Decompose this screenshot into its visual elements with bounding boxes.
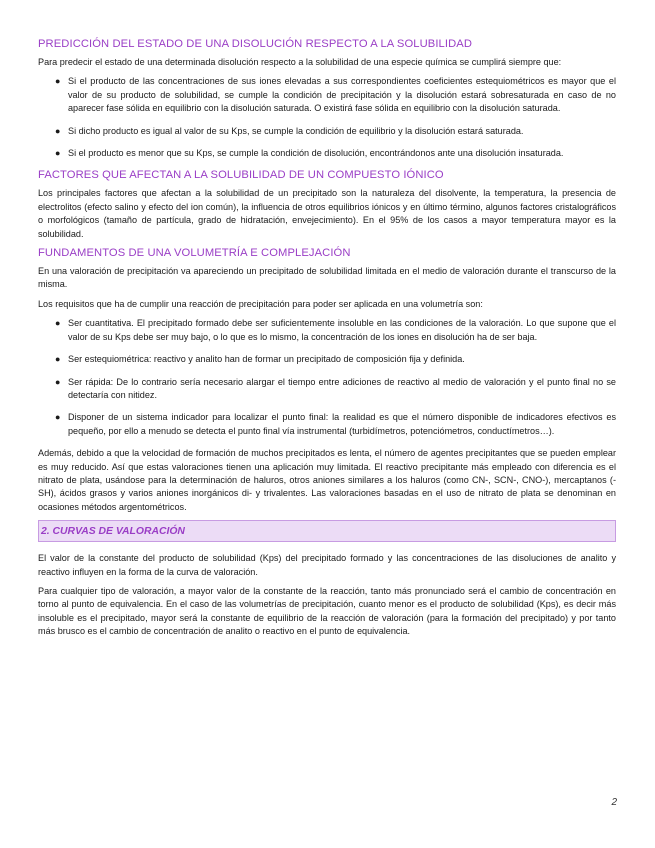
fundamentos-list: [38, 317, 616, 438]
section-title-prediccion: PREDICCIÓN DEL ESTADO DE UNA DISOLUCIÓN RESPECTO A LA SOLUBILIDAD: [38, 38, 473, 50]
section-title-factores: FACTORES QUE AFECTAN A LA SOLUBILIDAD DE UN COMPUESTO IÓNICO: [38, 169, 444, 182]
list-item: ● Si dicho producto es igual al valor de su Kps, se cumple la condición de equilibrio y la disolución estará saturada.: [38, 125, 616, 138]
bullet-icon: ●: [55, 76, 61, 87]
bullet-icon: ●: [55, 125, 61, 136]
bullet-icon: ●: [55, 354, 61, 365]
list-item: ● Ser rápida: De lo contrario sería necesario alargar el tiempo entre adiciones de reactivo al medio de valoración y el punto final no se detectaría con nitidez.: [55, 376, 616, 400]
fundamentos-p3: Además, debido a que la velocidad de formación de muchos precipitados es lenta, el número de agentes precipitantes que se pueden emplear es muy reducido. Así que estas valoraciones tienen una aplicación muy limitada. El reactivo precipitante más empleado con diferencia es el nitrato de plata, usándose para la determinación de haluros, otros aniones similares a los haluros (como CN-, SCN-, CNO-), mercaptanos (-SH), ácidos grasos y varios aniones inorgánicos di- y trivalentes. Las valoraciones basadas en el uso de nitrato de plata se denominan en ocasiones métodos argentométricos.: [38, 448, 616, 512]
curvas-p2: Para cualquier tipo de valoración, a mayor valor de la constante de la reacción, tanto más pronunciado será el cambio de concentración en torno al punto de equivalencia. En el caso de las volumetrías de precipitación, cuanto menor es el producto de solubilidad (Kps), es decir más insoluble es el precipitado, mayor será la constante de equilibrio de la reacción de valoración (para la formación del precipitado) y por tanto más brusco es el cambio de concentración de analito o reactivo en el punto de equivalencia.: [38, 585, 616, 637]
bullet-icon: ●: [55, 318, 61, 329]
bullet-icon: ●: [55, 412, 61, 423]
list-item: ● Si el producto de las concentraciones de sus iones elevadas a sus correspondientes coeficientes estequiométricos es mayor que el valor de su producto de solubilidad, se cumple la condición de precipitación y la disolución estará sobresaturada en caso de no aparecer fase sólida en equilibrio con la disolución saturada. O existirá fase sólida en equilibrio con la disolución saturada.: [55, 76, 616, 114]
prediccion-intro: Para predecir el estado de una determinada disolución respecto a la solubilidad de una especie química se cumplirá siempre que:: [38, 57, 562, 67]
fundamentos-p1: En una valoración de precipitación va apareciendo un precipitado de solubilidad limitada en el medio de valoración durante el transcurso de la misma.: [38, 266, 616, 290]
factores-text: Los principales factores que afectan a la solubilidad de un precipitado son la naturaleza del disolvente, la temperatura, la presencia de electrolitos (efecto salino y efecto del ion común), la influencia de otros equilibrios iónicos y en último término, algunos factores cristalográficos o morfológicos (tamaño de partícula, grado de hidratación, envejecimiento). En el 95% de los casos a mayor temperatura mayor es la solubilidad.: [38, 188, 616, 239]
prediccion-list: [38, 75, 616, 160]
bullet-icon: ●: [55, 148, 61, 159]
bullet-icon: ●: [55, 376, 61, 387]
section-title-curvas: 2. CURVAS DE VALORACIÓN: [41, 525, 185, 537]
section-title-fundamentos: FUNDAMENTOS DE UNA VOLUMETRÍA E COMPLEJACIÓN: [38, 247, 351, 260]
page-number: 2: [611, 797, 617, 808]
curvas-p1: El valor de la constante del producto de solubilidad (Kps) del precipitado formado y las concentraciones de las disoluciones de analito y reactivo influyen en la forma de la curva de valoración.: [38, 553, 616, 577]
page: [38, 38, 616, 645]
fundamentos-p2: Los requisitos que ha de cumplir una reacción de precipitación para poder ser aplicada en una volumetría son:: [38, 298, 483, 309]
section-heading-box: [38, 520, 616, 542]
list-item: ● Ser cuantitativa. El precipitado formado debe ser suficientemente insoluble en las condiciones de la valoración. Lo que supone que el valor de su Kps debe ser muy bajo, o lo que es lo mismo, la concentración de los iones en disolución ha de ser baja.: [55, 318, 616, 342]
list-item: ● Ser estequiométrica: reactivo y analito han de formar un precipitado de composición fija y definida.: [38, 353, 616, 366]
list-item: ● Si el producto es menor que su Kps, se cumple la condición de disolución, encontrándonos ante una disolución insaturada.: [38, 147, 616, 160]
list-item: ● Disponer de un sistema indicador para localizar el punto final: la realidad es que el número disponible de indicadores efectivos es pequeño, por ello a menudo se detecta el punto final vía instrumental (turbidímetros, potenciómetros, conductímetros…).: [55, 412, 616, 436]
